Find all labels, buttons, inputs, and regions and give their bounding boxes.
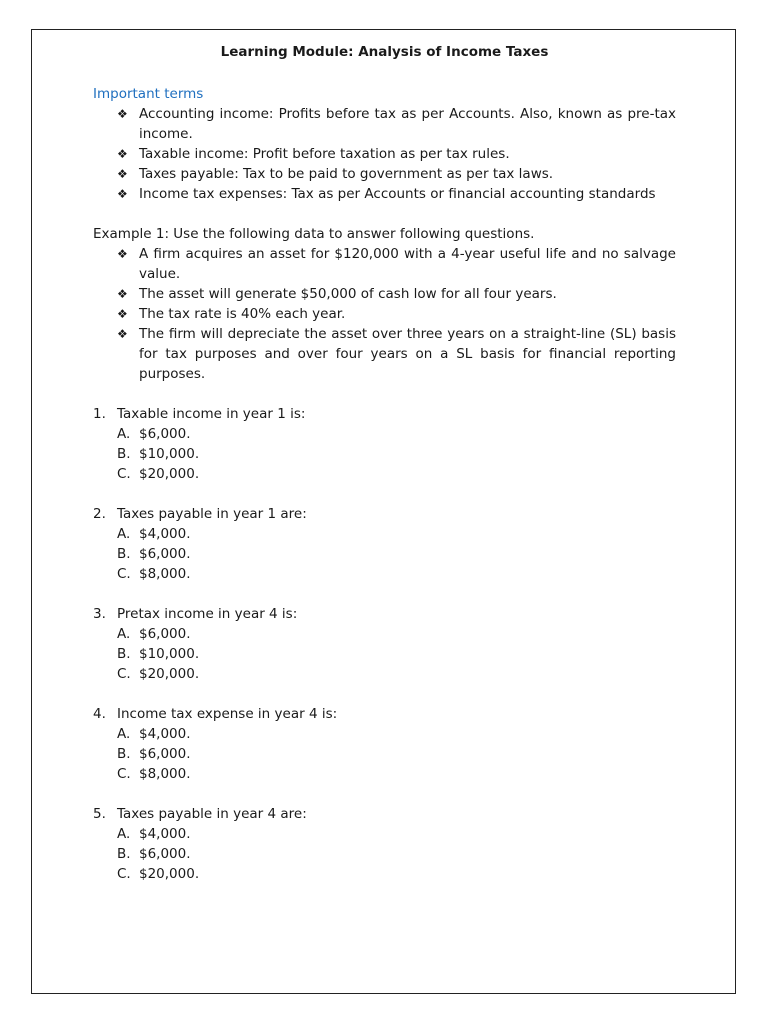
option-text: $6,000. [139, 546, 191, 562]
answer-option [117, 524, 676, 544]
question-number: 2. [93, 506, 106, 522]
list-item [117, 324, 676, 384]
option-letter: B. [117, 746, 131, 762]
answer-option [117, 724, 676, 744]
diamond-bullet-icon: ❖ [117, 147, 128, 161]
diamond-bullet-icon: ❖ [117, 327, 128, 341]
question-number: 3. [93, 606, 106, 622]
list-item-text: Income tax expenses: Tax as per Accounts or financial accounting standards [139, 186, 656, 202]
list-item-text: A firm acquires an asset for $120,000 with a 4-year useful life and no salvage value. [139, 246, 676, 282]
question-text: Taxes payable in year 1 are: [117, 506, 307, 522]
answer-option [117, 424, 676, 444]
option-letter: B. [117, 446, 131, 462]
answer-option [117, 624, 676, 644]
answer-option [117, 744, 676, 764]
answer-option [117, 564, 676, 584]
document-title: Learning Module: Analysis of Income Taxes [220, 44, 549, 60]
answer-option [117, 764, 676, 784]
option-text: $20,000. [139, 866, 200, 882]
option-letter: C. [117, 666, 131, 682]
diamond-bullet-icon: ❖ [117, 307, 128, 321]
answer-options [93, 824, 676, 884]
option-letter: A. [117, 626, 131, 642]
question-text: Taxable income in year 1 is: [117, 406, 306, 422]
option-letter: B. [117, 646, 131, 662]
question-stem [93, 804, 676, 824]
option-text: $4,000. [139, 726, 191, 742]
list-item [117, 104, 676, 144]
list-item-text: Taxable income: Profit before taxation as per tax rules. [139, 146, 510, 162]
answer-options [93, 724, 676, 784]
diamond-bullet-icon: ❖ [117, 247, 128, 261]
example-intro: Example 1: Use the following data to answer following questions. [93, 226, 535, 242]
option-text: $10,000. [139, 446, 200, 462]
option-text: $4,000. [139, 526, 191, 542]
list-item [117, 164, 676, 184]
question-3 [93, 604, 676, 684]
document-content [93, 42, 676, 904]
list-item-text: The tax rate is 40% each year. [139, 306, 346, 322]
option-text: $20,000. [139, 666, 200, 682]
question-1 [93, 404, 676, 484]
question-text: Income tax expense in year 4 is: [117, 706, 338, 722]
list-item [117, 184, 676, 204]
question-stem [93, 504, 676, 524]
list-item [117, 304, 676, 324]
option-text: $8,000. [139, 766, 191, 782]
question-4 [93, 704, 676, 784]
answer-options [93, 624, 676, 684]
option-letter: A. [117, 726, 131, 742]
question-5 [93, 804, 676, 884]
diamond-bullet-icon: ❖ [117, 287, 128, 301]
list-item-text: Accounting income: Profits before tax as per Accounts. Also, known as pre-tax income. [139, 106, 676, 142]
question-text: Pretax income in year 4 is: [117, 606, 298, 622]
option-letter: A. [117, 526, 131, 542]
option-letter: C. [117, 566, 131, 582]
important-terms-list [93, 104, 676, 204]
option-letter: B. [117, 846, 131, 862]
answer-option [117, 444, 676, 464]
list-item-text: The asset will generate $50,000 of cash low for all four years. [139, 286, 557, 302]
option-text: $6,000. [139, 626, 191, 642]
diamond-bullet-icon: ❖ [117, 107, 128, 121]
answer-option [117, 824, 676, 844]
list-item [117, 144, 676, 164]
question-number: 5. [93, 806, 106, 822]
question-number: 1. [93, 406, 106, 422]
option-letter: C. [117, 466, 131, 482]
list-item-text: Taxes payable: Tax to be paid to government as per tax laws. [139, 166, 554, 182]
answer-option [117, 864, 676, 884]
questions-list [93, 404, 676, 884]
diamond-bullet-icon: ❖ [117, 187, 128, 201]
answer-option [117, 664, 676, 684]
option-letter: C. [117, 766, 131, 782]
diamond-bullet-icon: ❖ [117, 167, 128, 181]
option-text: $6,000. [139, 846, 191, 862]
list-item [117, 284, 676, 304]
question-2 [93, 504, 676, 584]
answer-option [117, 644, 676, 664]
option-text: $10,000. [139, 646, 200, 662]
answer-option [117, 544, 676, 564]
question-stem [93, 604, 676, 624]
important-terms-heading: Important terms [93, 86, 204, 102]
option-letter: C. [117, 866, 131, 882]
option-text: $8,000. [139, 566, 191, 582]
option-letter: A. [117, 426, 131, 442]
option-text: $20,000. [139, 466, 200, 482]
option-letter: A. [117, 826, 131, 842]
answer-option [117, 844, 676, 864]
option-text: $6,000. [139, 746, 191, 762]
list-item-text: The firm will depreciate the asset over three years on a straight-line (SL) basis for tax purposes and over four years on a SL basis for financial reporting purposes. [139, 326, 676, 382]
answer-option [117, 464, 676, 484]
question-number: 4. [93, 706, 106, 722]
question-stem [93, 404, 676, 424]
question-text: Taxes payable in year 4 are: [117, 806, 307, 822]
answer-options [93, 424, 676, 484]
option-text: $6,000. [139, 426, 191, 442]
question-stem [93, 704, 676, 724]
answer-options [93, 524, 676, 584]
list-item [117, 244, 676, 284]
option-letter: B. [117, 546, 131, 562]
option-text: $4,000. [139, 826, 191, 842]
example-data-list [93, 244, 676, 384]
